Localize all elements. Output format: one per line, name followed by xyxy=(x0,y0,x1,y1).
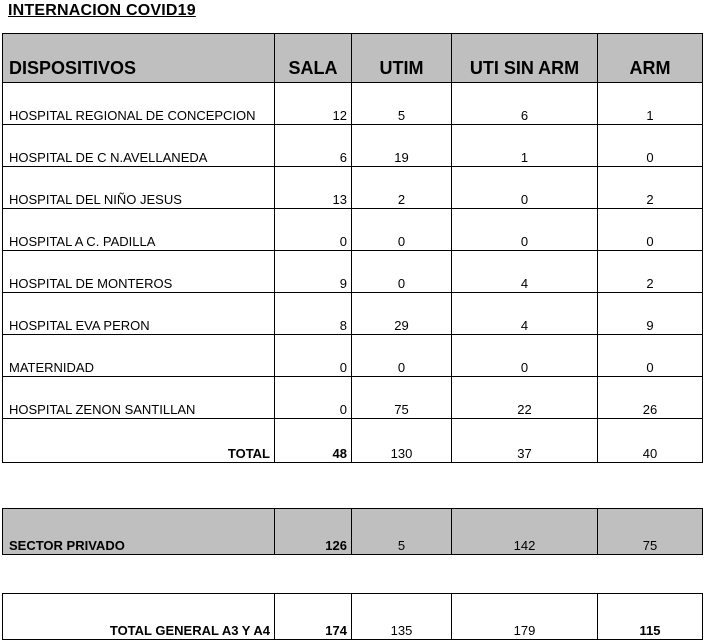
row-sala: 9 xyxy=(275,251,352,293)
row-utim: 0 xyxy=(352,251,452,293)
sector-privado-sala: 126 xyxy=(275,509,352,555)
row-uti-sin-arm: 0 xyxy=(452,167,598,209)
row-arm: 0 xyxy=(598,335,703,377)
row-utim: 5 xyxy=(352,83,452,125)
sector-privado-table xyxy=(2,508,703,555)
row-name: HOSPITAL DE MONTEROS xyxy=(3,251,275,293)
row-sala: 6 xyxy=(275,125,352,167)
table-row xyxy=(3,167,703,209)
total-row xyxy=(3,419,703,463)
total-general-row xyxy=(3,594,703,640)
row-sala: 0 xyxy=(275,377,352,419)
row-utim: 75 xyxy=(352,377,452,419)
page-title: INTERNACION COVID19 xyxy=(8,2,196,19)
table-row xyxy=(3,293,703,335)
sector-privado-arm: 75 xyxy=(598,509,703,555)
row-arm: 0 xyxy=(598,125,703,167)
row-utim: 0 xyxy=(352,335,452,377)
row-name: HOSPITAL REGIONAL DE CONCEPCION xyxy=(3,83,275,125)
sector-privado-row xyxy=(3,509,703,555)
row-uti-sin-arm: 6 xyxy=(452,83,598,125)
row-arm: 0 xyxy=(598,209,703,251)
total-utim: 130 xyxy=(352,419,452,463)
total-general-sala: 174 xyxy=(275,594,352,640)
row-utim: 0 xyxy=(352,209,452,251)
total-label: TOTAL xyxy=(3,419,275,463)
table-row xyxy=(3,251,703,293)
row-arm: 2 xyxy=(598,251,703,293)
table-row xyxy=(3,83,703,125)
sector-privado-label: SECTOR PRIVADO xyxy=(3,509,275,555)
row-uti-sin-arm: 4 xyxy=(452,293,598,335)
total-general-arm: 115 xyxy=(598,594,703,640)
row-uti-sin-arm: 4 xyxy=(452,251,598,293)
row-name: HOSPITAL EVA PERON xyxy=(3,293,275,335)
row-name: HOSPITAL DE C N.AVELLANEDA xyxy=(3,125,275,167)
header-dispositivos: DISPOSITIVOS xyxy=(3,34,275,83)
row-utim: 19 xyxy=(352,125,452,167)
row-uti-sin-arm: 1 xyxy=(452,125,598,167)
total-uti-sin-arm: 37 xyxy=(452,419,598,463)
row-utim: 2 xyxy=(352,167,452,209)
row-arm: 26 xyxy=(598,377,703,419)
row-sala: 8 xyxy=(275,293,352,335)
total-general-label: TOTAL GENERAL A3 Y A4 xyxy=(3,594,275,640)
row-sala: 0 xyxy=(275,209,352,251)
row-sala: 0 xyxy=(275,335,352,377)
table-row xyxy=(3,377,703,419)
row-utim: 29 xyxy=(352,293,452,335)
table-header-row xyxy=(3,34,703,83)
row-uti-sin-arm: 22 xyxy=(452,377,598,419)
total-arm: 40 xyxy=(598,419,703,463)
total-general-utim: 135 xyxy=(352,594,452,640)
sector-privado-utim: 5 xyxy=(352,509,452,555)
total-general-uti-sin-arm: 179 xyxy=(452,594,598,640)
total-general-table xyxy=(2,593,703,640)
row-sala: 12 xyxy=(275,83,352,125)
table-row xyxy=(3,125,703,167)
sector-privado-uti-sin-arm: 142 xyxy=(452,509,598,555)
row-uti-sin-arm: 0 xyxy=(452,335,598,377)
row-name: HOSPITAL DEL NIÑO JESUS xyxy=(3,167,275,209)
row-arm: 9 xyxy=(598,293,703,335)
header-utim: UTIM xyxy=(352,34,452,83)
row-name: MATERNIDAD xyxy=(3,335,275,377)
row-sala: 13 xyxy=(275,167,352,209)
total-sala: 48 xyxy=(275,419,352,463)
internacion-table xyxy=(2,33,703,463)
row-arm: 2 xyxy=(598,167,703,209)
table-row xyxy=(3,335,703,377)
row-uti-sin-arm: 0 xyxy=(452,209,598,251)
row-arm: 1 xyxy=(598,83,703,125)
row-name: HOSPITAL ZENON SANTILLAN xyxy=(3,377,275,419)
header-sala: SALA xyxy=(275,34,352,83)
header-uti-sin-arm: UTI SIN ARM xyxy=(452,34,598,83)
row-name: HOSPITAL A C. PADILLA xyxy=(3,209,275,251)
table-row xyxy=(3,209,703,251)
header-arm: ARM xyxy=(598,34,703,83)
